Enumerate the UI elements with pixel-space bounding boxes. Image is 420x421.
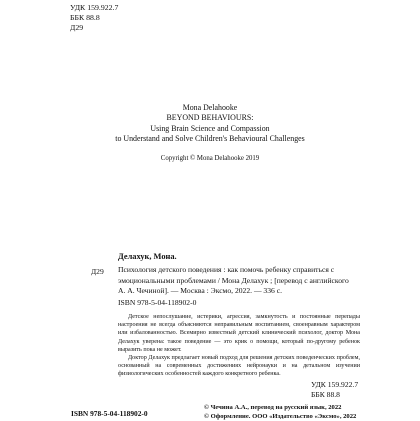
description-line: Психология детского поведения : как помочь ребенку справиться с [118, 265, 335, 274]
footer-copyrights [204, 404, 356, 421]
catalog-author-mark: Д29 [91, 267, 104, 276]
original-author: Mona Delahooke [182, 103, 238, 112]
udk-code-bottom: УДК 159.922.7 [311, 380, 359, 389]
author-mark: Д29 [70, 23, 84, 33]
original-copyright: Copyright © Mona Delahooke 2019 [160, 154, 260, 162]
original-subtitle-1: Using Brain Science and Compassion [150, 123, 270, 133]
catalog-description [118, 265, 360, 297]
original-edition-info [0, 103, 420, 164]
catalog-author-heading: Делахук, Мона. [118, 252, 177, 261]
description-line: А. А. Чечиной]. — Москва : Эксмо, 2022. — 336 с. [118, 286, 282, 296]
book-annotation [118, 313, 360, 379]
bbk-code: ББК 88.8 [70, 13, 100, 23]
original-subtitle-2: to Understand and Solve Children's Behavioural Challenges [115, 134, 305, 144]
udk-code: УДК 159.922.7 [70, 3, 119, 12]
bbk-code-bottom: ББК 88.8 [311, 390, 340, 399]
footer-isbn: ISBN 978-5-04-118902-0 [71, 409, 148, 418]
translation-copyright: © Чечина А.А., перевод на русский язык, 2022 [204, 404, 342, 411]
design-copyright: © Оформление. ООО «Издательство «Эксмо», 2022 [204, 412, 357, 420]
catalog-isbn: ISBN 978-5-04-118902-0 [118, 298, 197, 307]
classification-header [70, 3, 118, 34]
annotation-paragraph: Детское непослушание, истерики, агрессия, замкнутость и постоянные перепады настроения не всегда объясняются неправильным воспитанием, своенравным характером или избалованностью. Всемирно известный детский клинический психолог, доктор Мона Делахук уверена: такое поведение — это крик о помощи, который по-другому ребенок выразить пока не может. [118, 314, 360, 353]
description-line: эмоциональными проблемами / Мона Делахук ; [перевод с английского [118, 275, 349, 285]
original-title: BEYOND BEHAVIOURS: [166, 113, 254, 123]
annotation-paragraph: Доктор Делахук предлагает новый подход для решения детских поведенческих проблем, основанный на современных достижениях нейронауки и на детальном изучении физиологических особенностей каждого конкретного ребенка. [118, 355, 360, 378]
catalog-classification [311, 380, 358, 400]
